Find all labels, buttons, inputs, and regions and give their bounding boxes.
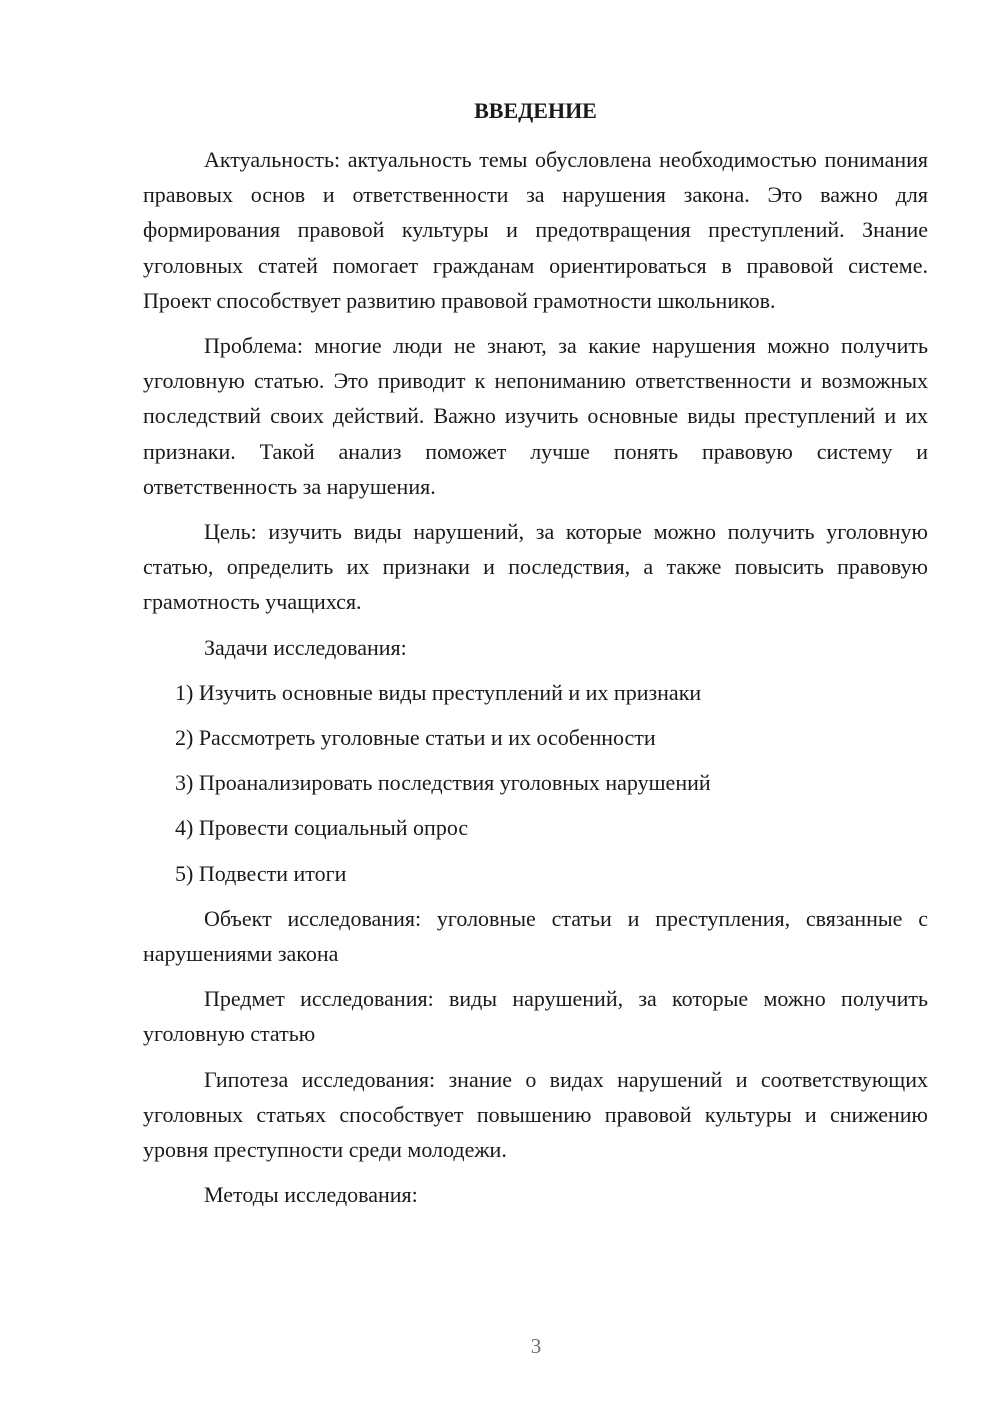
tasks-title: Задачи исследования: <box>204 634 407 660</box>
page-content <box>143 96 928 1222</box>
tasks-list <box>143 675 928 891</box>
paragraph-relevance: Актуальность: актуальность темы обусловлена необходимостью понимания правовых основ и ответственности за нарушения закона. Это важно для формирования правовой культуры и предотвращения преступлений. Знание уголовных статей помогает гражданам ориентироваться в правовой системе. Проект способствует развитию правовой грамотности школьников. <box>143 147 928 313</box>
page-number: 3 <box>530 1334 542 1358</box>
paragraph-hypothesis: Гипотеза исследования: знание о видах нарушений и соответствующих уголовных статьях способствует повышению правовой культуры и снижению уровня преступности среди молодежи. <box>143 1066 928 1163</box>
list-item: 1) Изучить основные виды преступлений и их признаки <box>175 679 702 705</box>
list-item: 5) Подвести итоги <box>175 860 347 886</box>
list-item: 3) Проанализировать последствия уголовных нарушений <box>175 770 711 796</box>
page-title: ВВЕДЕНИЕ <box>474 98 597 123</box>
paragraph-subject: Предмет исследования: виды нарушений, за которые можно получить уголовную статью <box>143 986 928 1047</box>
paragraph-object: Объект исследования: уголовные статьи и преступления, связанные с нарушениями закона <box>143 905 928 967</box>
list-item: 2) Рассмотреть уголовные статьи и их особенности <box>175 725 656 751</box>
paragraph-goal: Цель: изучить виды нарушений, за которые можно получить уголовную статью, определить их признаки и последствия, а также повысить правовую грамотность учащихся. <box>143 519 928 615</box>
list-item: 4) Провести социальный опрос <box>175 815 469 841</box>
paragraph-problem: Проблема: многие люди не знают, за какие нарушения можно получить уголовную статью. Это приводит к непониманию ответственности и возможных последствий своих действий. Важно изучить основные виды преступлений и их признаки. Такой анализ поможет лучше понять правовую систему и ответственность за нарушения. <box>143 333 928 499</box>
methods-title: Методы исследования: <box>204 1182 418 1208</box>
